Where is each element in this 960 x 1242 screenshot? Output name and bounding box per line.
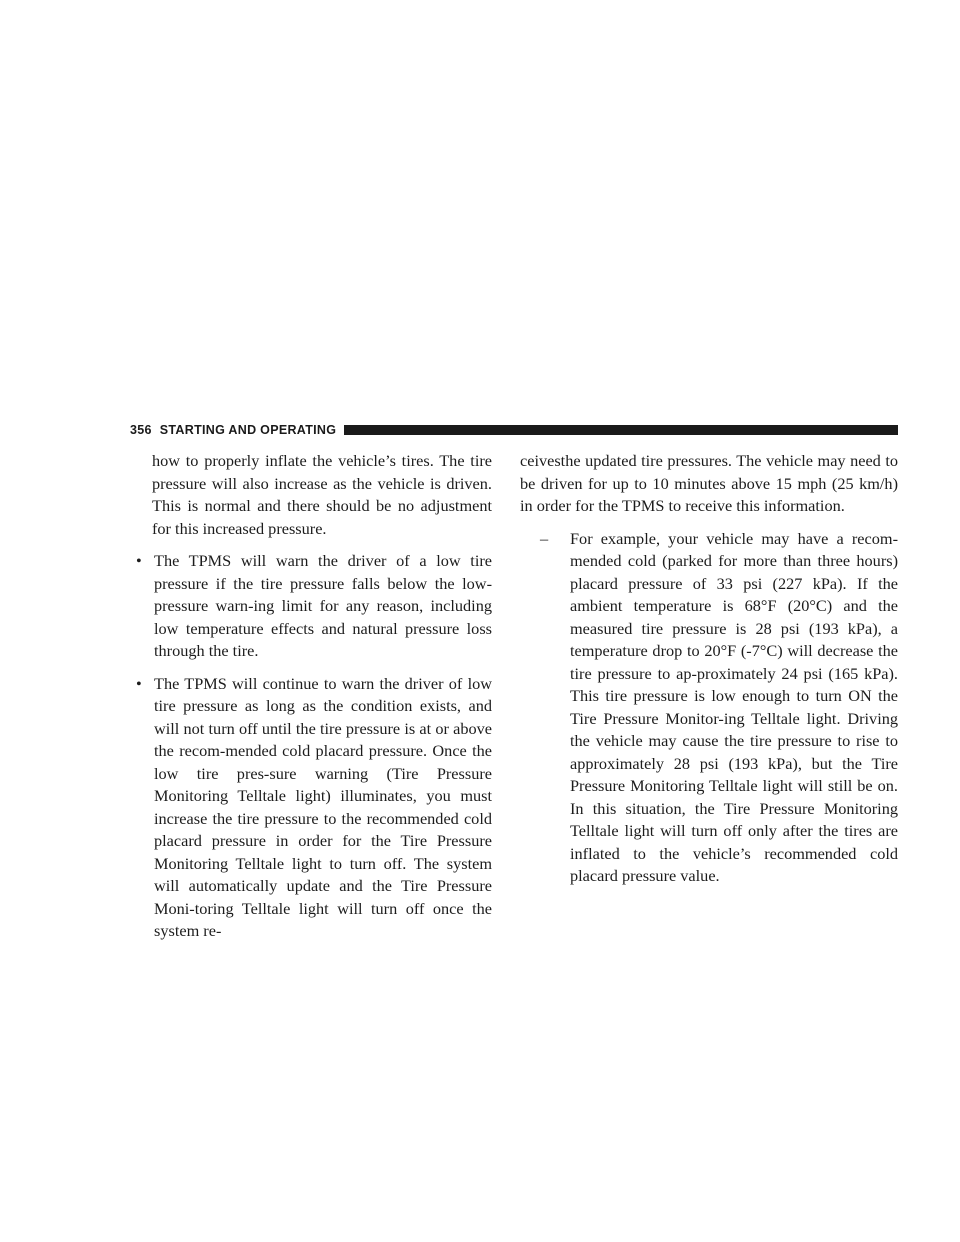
dash-icon: – (540, 528, 549, 548)
dash-list-item (520, 528, 898, 888)
bullet-icon: • (136, 673, 142, 693)
dash-item-text: For example, your vehicle may have a recom-mended cold (parked for more than three hours) placard pressure of 33 psi (227 kPa). If the ambient temperature is 68°F (20°C) and the measured tire pressure is 28 psi (193 kPa), a temperature drop to 20°F (-7°C) will decrease the tire pressure to ap-proximately 24 psi (165 kPa). This tire pressure is low enough to turn ON the Tire Pressure Monitor-ing Telltale light. Driving the vehicle may cause the tire pressure to rise to approximately 28 psi (193 kPa), but the Tire Pressure Monitoring Telltale light will still be on. In this situation, the Tire Pressure Monitoring Telltale light will turn off only after the tires are inflated to the vehicle’s recommended cold placard pressure value. (570, 528, 898, 885)
left-column (136, 450, 492, 943)
right-column (520, 450, 898, 888)
continuation-paragraph: how to properly inflate the vehicle’s tires. The tire pressure will also increase as the vehicle is driven. This is normal and there should be no adjustment for this increased pressure. (152, 451, 492, 538)
continuation-paragraph: ceivesthe updated tire pressures. The vehicle may need to be driven for up to 10 minutes above 15 mph (25 km/h) in order for the TPMS to receive this information. (520, 451, 898, 515)
header-rule (344, 425, 898, 435)
bullet-text: The TPMS will continue to warn the driver of low tire pressure as long as the condition exists, and will not turn off until the tire pressure is at or above the recom-mended cold placard pressure. Once the low tire pres-sure warning (Tire Pressure Monitoring Telltale light) illuminates, you must increase the tire pressure to the recommended cold placard pressure in order for the Tire Pressure Monitoring Telltale light to turn off. The system will automatically update and the Tire Pressure Moni-toring Telltale light will turn off once the system re- (154, 673, 492, 940)
bullet-item (136, 550, 492, 663)
bullet-text: The TPMS will warn the driver of a low tire pressure if the tire pressure falls below the low-pressure warn-ing limit for any reason, including low temperature effects and natural pressure loss through the tire. (154, 551, 492, 660)
section-title: STARTING AND OPERATING (159, 423, 337, 437)
bullet-item (136, 673, 492, 943)
bullet-icon: • (136, 551, 142, 570)
page-header (130, 422, 898, 438)
page-number: 356 (130, 423, 152, 437)
